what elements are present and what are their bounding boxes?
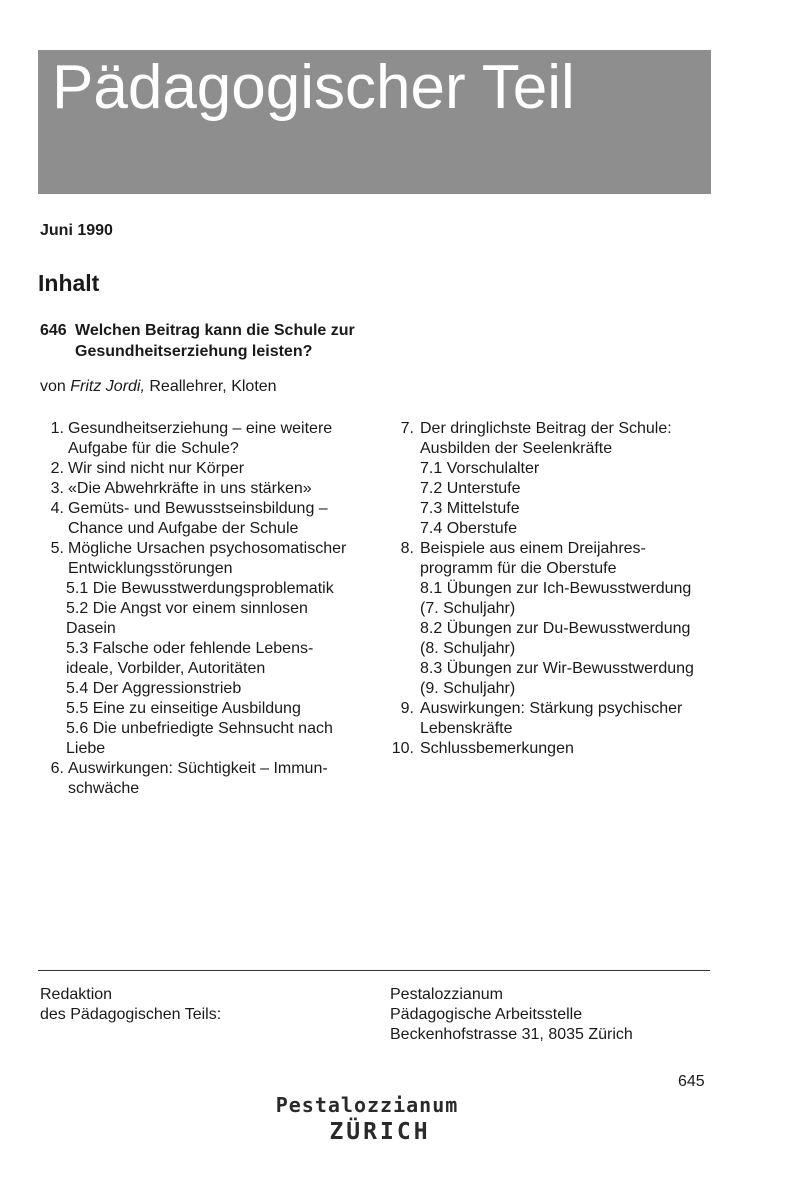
- toc-entry-text: Die Angst vor einem sinnlosen: [92, 600, 308, 617]
- editorial-label: [40, 985, 221, 1025]
- stamp-line-1: Pestalozzianum: [275, 1093, 459, 1117]
- article-page-number: 646: [40, 322, 67, 339]
- toc-entry: [390, 419, 720, 459]
- toc-entry-number: 8.3: [420, 660, 443, 677]
- toc-entry-text: Vorschulalter: [446, 460, 540, 477]
- footer-line: Redaktion: [40, 986, 113, 1003]
- toc-right-column: [390, 419, 720, 759]
- contents-heading: Inhalt: [38, 270, 100, 296]
- toc-entry-number: 7.1: [420, 460, 443, 477]
- toc-entry: [40, 719, 370, 759]
- toc-entry-number: 8.: [400, 540, 414, 557]
- toc-entry-line: Auswirkungen: Süchtigkeit – Immun-: [68, 760, 328, 777]
- toc-entry-number: 7.2: [420, 480, 443, 497]
- issue-date: Juni 1990: [40, 222, 113, 239]
- toc-entry-line: [420, 519, 720, 539]
- toc-entry-line: «Die Abwehrkräfte in uns stärken»: [68, 480, 312, 497]
- toc-entry: [390, 619, 720, 659]
- toc-entry-line: [66, 599, 370, 619]
- toc-entry-line: Schlussbemerkungen: [420, 740, 574, 757]
- toc-entry-line: (8. Schuljahr): [420, 640, 516, 657]
- toc-entry-number: 5.5: [66, 700, 89, 717]
- toc-entry-number: 5.3: [66, 640, 89, 657]
- toc-entry: [40, 639, 370, 679]
- toc-entry: [390, 579, 720, 619]
- toc-entry-text: Falsche oder fehlende Lebens-: [92, 640, 314, 657]
- toc-entry: [390, 519, 720, 539]
- toc-entry-line: [66, 579, 370, 599]
- toc-entry-line: [420, 619, 720, 639]
- section-title: Pädagogischer Teil: [52, 53, 575, 122]
- toc-entry-text: Die Bewusstwerdungsproblematik: [92, 580, 334, 597]
- author-name: Fritz Jordi,: [70, 378, 145, 395]
- toc-entry: [390, 539, 720, 579]
- toc-entry-line: Aufgabe für die Schule?: [68, 440, 239, 457]
- toc-entry-line: programm für die Oberstufe: [420, 560, 617, 577]
- toc-entry-line: Ausbilden der Seelenkräfte: [420, 440, 613, 457]
- toc-entry: [40, 499, 370, 539]
- byline-suffix: Reallehrer, Kloten: [144, 378, 277, 395]
- toc-entry-number: 3.: [50, 480, 64, 497]
- footer-line: Beckenhofstrasse 31, 8035 Zürich: [390, 1026, 633, 1043]
- toc-entry-line: Chance und Aufgabe der Schule: [68, 520, 299, 537]
- toc-entry-line: Beispiele aus einem Dreijahres-: [420, 540, 646, 557]
- toc-entry-line: Mögliche Ursachen psychosomatischer: [68, 540, 347, 557]
- toc-entry-line: [66, 699, 370, 719]
- toc-entry-line: Lebenskräfte: [420, 720, 513, 737]
- toc-entry-text: Übungen zur Ich-Bewusstwerdung: [446, 580, 692, 597]
- article-title: Welchen Beitrag kann die Schule zur Gesundheitserziehung leisten?: [75, 322, 355, 360]
- toc-entry: [40, 599, 370, 639]
- toc-entry-line: [420, 479, 720, 499]
- toc-entry-line: [420, 579, 720, 599]
- toc-entry: [40, 459, 370, 479]
- toc-entry-line: Der dringlichste Beitrag der Schule:: [420, 420, 672, 437]
- toc-entry: [390, 459, 720, 479]
- toc-entry: [40, 699, 370, 719]
- toc-entry-text: Übungen zur Du-Bewusstwerdung: [446, 620, 691, 637]
- toc-entry-line: Auswirkungen: Stärkung psychischer: [420, 700, 683, 717]
- toc-entry-number: 6.: [50, 760, 64, 777]
- toc-entry-text: Übungen zur Wir-Bewusstwerdung: [446, 660, 694, 677]
- editorial-address: [390, 985, 633, 1045]
- toc-entry-text: Mittelstufe: [446, 500, 520, 517]
- toc-entry-line: [66, 679, 370, 699]
- toc-entry-line: Wir sind nicht nur Körper: [68, 460, 245, 477]
- library-stamp: [275, 1093, 480, 1145]
- toc-entry: [40, 479, 370, 499]
- toc-entry-number: 8.1: [420, 580, 443, 597]
- toc-entry-line: Entwicklungsstörungen: [68, 560, 233, 577]
- toc-entry-number: 8.2: [420, 620, 443, 637]
- toc-entry-line: [420, 659, 720, 679]
- toc-entry-line: Dasein: [66, 620, 116, 637]
- toc-entry-number: 4.: [50, 500, 64, 517]
- toc-entry-line: ideale, Vorbilder, Autoritäten: [66, 660, 266, 677]
- footer-line: des Pädagogischen Teils:: [40, 1006, 222, 1023]
- header-banner: [38, 50, 711, 194]
- toc-entry-number: 2.: [50, 460, 64, 477]
- toc-entry-number: 5.1: [66, 580, 89, 597]
- toc-entry-text: Die unbefriedigte Sehnsucht nach: [92, 720, 333, 737]
- footer-divider: [38, 970, 710, 971]
- toc-entry-number: 10.: [391, 740, 414, 757]
- toc-entry: [40, 679, 370, 699]
- toc-entry-number: 7.4: [420, 520, 443, 537]
- toc-entry-line: Gemüts- und Bewusstseinsbildung –: [68, 500, 328, 517]
- toc-entry-line: schwäche: [68, 780, 140, 797]
- stamp-line-2: ZÜRICH: [329, 1119, 431, 1145]
- footer-line: Pädagogische Arbeitsstelle: [390, 1006, 583, 1023]
- toc-entry-line: [420, 499, 720, 519]
- toc-entry-text: Oberstufe: [446, 520, 517, 537]
- byline: [40, 378, 277, 396]
- toc-entry-number: 7.: [400, 420, 414, 437]
- toc-entry: [390, 499, 720, 519]
- toc-entry-number: 9.: [400, 700, 414, 717]
- byline-prefix: von: [40, 378, 71, 395]
- toc-entry-line: [420, 459, 720, 479]
- footer-line: Pestalozzianum: [390, 986, 503, 1003]
- toc-entry-number: 5.6: [66, 720, 89, 737]
- toc-entry-text: Unterstufe: [446, 480, 521, 497]
- toc-entry-number: 5.: [50, 540, 64, 557]
- toc-entry: [390, 659, 720, 699]
- toc-left-column: [40, 419, 370, 799]
- toc-entry-number: 7.3: [420, 500, 443, 517]
- toc-entry: [40, 579, 370, 599]
- toc-entry-line: (7. Schuljahr): [420, 600, 516, 617]
- toc-entry: [390, 479, 720, 499]
- toc-entry: [40, 759, 370, 799]
- page-number: 645: [678, 1073, 705, 1090]
- toc-entry-number: 1.: [50, 420, 64, 437]
- toc-entry-line: [66, 639, 370, 659]
- toc-entry-number: 5.2: [66, 600, 89, 617]
- toc-entry-line: (9. Schuljahr): [420, 680, 516, 697]
- toc-entry: [40, 419, 370, 459]
- toc-entry-line: Gesundheitserziehung – eine weitere: [68, 420, 333, 437]
- toc-entry: [40, 539, 370, 579]
- toc-entry-number: 5.4: [66, 680, 89, 697]
- toc-entry-text: Der Aggressionstrieb: [92, 680, 242, 697]
- toc-entry-line: [66, 719, 370, 739]
- toc-entry: [390, 739, 720, 759]
- toc-entry-line: Liebe: [66, 740, 106, 757]
- toc-entry-text: Eine zu einseitige Ausbildung: [92, 700, 301, 717]
- toc-entry: [390, 699, 720, 739]
